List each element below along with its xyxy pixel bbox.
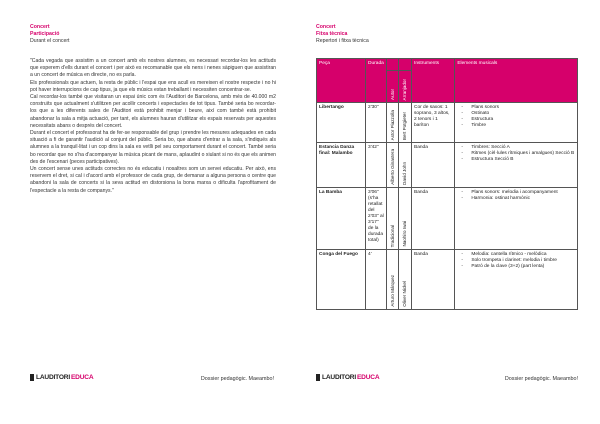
header-peca: Peça <box>317 59 366 103</box>
logo-text-auditori: LAUDITORI <box>322 374 356 381</box>
cell-elements <box>455 143 578 188</box>
cell-peca: La Bamba <box>317 188 366 250</box>
header-arranjador-label: Arranjador <box>402 78 408 100</box>
cell-durada: 4' <box>366 250 387 310</box>
paragraph: Durant el concert el professorat ha de fer-se responsable del grup i prendre les mesures adequades en cada situació a fi de garantir l'audició al conjunt del públic. Seria bo, que abans d'entrar a la sala, s'indiqués als alumnes a la tranquil·litat i un cop dins la sala es vetlli pel seu comportament durant el concert. També seria bo recordar que no s'ha d'acompanyar la música picant de mans, aplaudint o xiulant si no és que els animen des de l'escenari (peces participatives). <box>30 130 276 165</box>
list-item: - Timbre <box>457 123 575 129</box>
cell-arranjador-text: Oliver Nickel <box>402 281 408 307</box>
paragraph: Els professionals que actuen, la resta de públic i l'espai que ens acull es mereixen el nostre respecte i no hi pot haver interrupcions de cap tipus, ja que els músics estan treballant i necessiten concentrar-se. <box>30 79 276 93</box>
table-row <box>317 250 578 310</box>
cell-autor-text: Arturo Márquez <box>389 275 395 307</box>
cell-instruments: Banda <box>412 143 455 188</box>
paragraph: Un concert sense unes actituds correctes no és educatiu i nosaltres som un servei educatiu. Per això, ens reservem el dret, si cal i d'acord amb el professor de cada grup, de demanar a alguna persona o centre que abandoni la sala de concerts si la seva actitud en distorsiona la bona marxa o dificulta l'aprofitament de l'espectacle a la resta de companys." <box>30 166 276 194</box>
cell-elements <box>455 250 578 310</box>
list-item: - Solo trompeta i clarinet: melodia i timbre <box>457 258 575 264</box>
cell-elements <box>455 103 578 143</box>
left-header-title: Concert <box>30 24 50 30</box>
cell-arranjador-text: David John <box>402 162 408 185</box>
header-arranjador-top <box>399 59 412 71</box>
cell-autor-text: Alberto Ginastera <box>389 149 395 185</box>
right-header-section: Fitxa tècnica <box>316 31 348 37</box>
cell-autor <box>386 188 399 250</box>
cell-peca: Libertango <box>317 103 366 143</box>
right-header-subtitle: Repertori i fitxa tècnica <box>316 38 369 44</box>
cell-arranjador-text: Naohiro Iwai <box>402 221 408 247</box>
list-item: - Plans sonors: melodia i acompanyament <box>457 190 575 196</box>
cell-peca: Conga del Fuego <box>317 250 366 310</box>
right-page <box>300 0 600 424</box>
header-instruments: Instruments <box>412 59 455 103</box>
cell-arranjador <box>399 188 412 250</box>
cell-elements <box>455 188 578 250</box>
repertoire-table <box>316 58 578 310</box>
list-item: - Ostinato <box>457 111 575 117</box>
cell-arranjador-text: Bert Potgieter <box>402 111 408 140</box>
cell-peca: Estancia Danza final: Malambo <box>317 143 366 188</box>
logo-mark-icon <box>30 374 34 381</box>
table-row <box>317 143 578 188</box>
paragraph: "Cada vegada que assistim a un concert amb els nostres alumnes, es necessari recordar-los les actituds que esperem d'ells durant el concert i per això es recomanable que els nens i nenes sàpiguen que assistiran a un concert de música en directe, no es parla. <box>30 58 276 79</box>
header-arranjador <box>399 71 412 103</box>
auditori-educa-logo <box>316 373 379 382</box>
logo-text-educa: EDUCA <box>70 374 94 381</box>
logo-mark-icon <box>316 374 320 381</box>
cell-durada: 2'30" <box>366 103 387 143</box>
paragraph: Cal recordar-los també que visitaran un espai únic com és l'Auditori de Barcelona, amb més de 40.000 m2 construïts que actualment s'utilitzen per acollir concerts i espectacles de tot tipus. També seria bo recordar-los que a les diferents sales de l'Auditori està prohibit menjar i beure, així com també està prohibit abandonar la sala a mitja actuació, per tant, els alumnes hauran d'utilitzar els espais reservats per aquestes necessitats abans o després del concert. <box>30 94 276 129</box>
header-autor-top <box>386 59 399 71</box>
list-item: - Harmonia: ostinat harmònic <box>457 196 575 202</box>
header-autor-label: Autor <box>389 89 395 100</box>
table-row <box>317 188 578 250</box>
list-item: - Estructura <box>457 117 575 123</box>
list-item: - Estructura Secció B <box>457 157 575 163</box>
cell-arranjador <box>399 103 412 143</box>
logo-text-auditori: LAUDITORI <box>36 374 70 381</box>
header-autor <box>386 71 399 103</box>
left-footer-text: Dossier pedagògic. Maeambo! <box>200 376 274 382</box>
cell-autor <box>386 103 399 143</box>
cell-autor-text: Tradicional <box>389 224 395 247</box>
header-durada: Durada <box>366 59 387 103</box>
logo-text-educa: EDUCA <box>356 374 380 381</box>
cell-arranjador <box>399 250 412 310</box>
header-elements: Elements musicals <box>455 59 578 103</box>
right-footer-text: Dossier pedagògic. Maeambo! <box>504 376 578 382</box>
auditori-educa-logo <box>30 373 93 382</box>
list-item: - Patró de la clave (3+2) (part lenta) <box>457 264 575 270</box>
cell-durada: 3'42" <box>366 143 387 188</box>
cell-durada: 3'06" (s'ha retallat del 2'03" al 3'17" de la durada total) <box>366 188 387 250</box>
cell-autor <box>386 143 399 188</box>
cell-arranjador <box>399 143 412 188</box>
left-header-section: Participació <box>30 31 60 37</box>
cell-instruments: Banda <box>412 188 455 250</box>
list-item: - Timbres: Secció A <box>457 145 575 151</box>
body-text <box>30 58 276 195</box>
cell-autor <box>386 250 399 310</box>
table-row <box>317 103 578 143</box>
left-header-subtitle: Durant el concert <box>30 38 70 44</box>
cell-autor-text: Astor Piazzolla <box>389 109 395 140</box>
list-item: - Melodia: cantella rítmico - melòdica <box>457 252 575 258</box>
list-item: - Ritmes (cèl·lules rítmiques i amalgues) Secció B <box>457 151 575 157</box>
cell-instruments: Banda <box>412 250 455 310</box>
cell-instruments: Cor de saxos: 1 soprano, 3 altos, 2 tenors i 1 baríton <box>412 103 455 143</box>
right-header <box>316 24 369 45</box>
list-item: - Plans sonors <box>457 105 575 111</box>
left-header <box>30 24 70 45</box>
right-header-title: Concert <box>316 24 336 30</box>
